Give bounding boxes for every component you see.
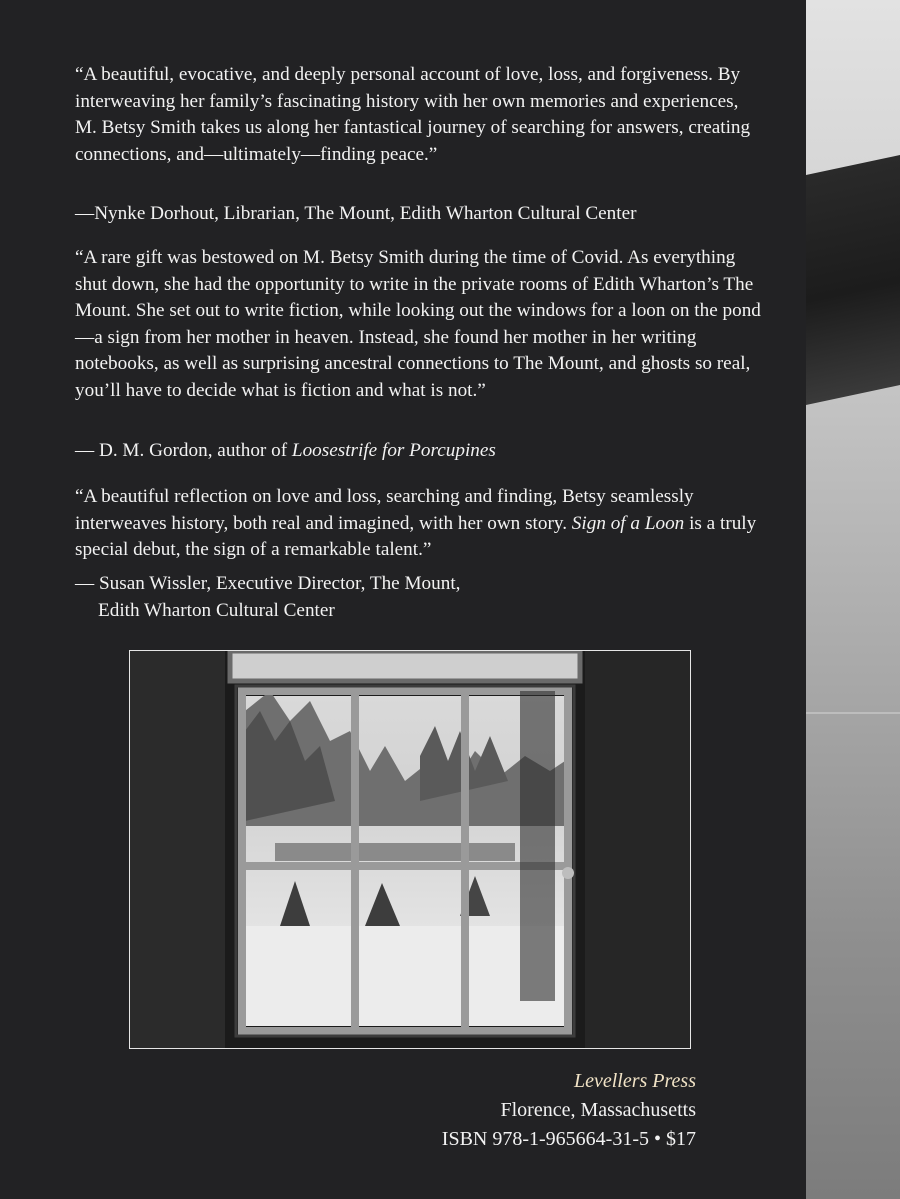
window-photo [129,650,691,1049]
blurb-3-quote-part1: “A beautiful reflection on love and loss, searching and finding, Betsy seamlessly interweaves history, both real and imagined, with her own story. [75,486,694,534]
blurb-1-quote: “A beautiful, evocative, and deeply personal account of love, loss, and forgiveness. By interweaving her family’s fascinating history with her own memories and experiences, M. Betsy Smith takes us along her fantastical journey of searching for answers, creating connections, and—ultimately—finding peace.” [75,64,751,165]
publisher-location: Florence, Massachusetts [500,1099,696,1121]
blurb-2-attribution-prefix: — D. M. Gordon, author of [75,440,292,461]
blurb-2-attribution-title: Loosestrife for Porcupines [291,440,496,461]
isbn-price: ISBN 978-1-965664-31-5 • $17 [441,1128,696,1150]
blurb-3-attribution-line2: Edith Wharton Cultural Center [98,599,335,621]
blurb-3-quote-part2: is a truly special debut, the sign of a remarkable talent.” [75,512,757,560]
blurb-3-attribution-line1: — Susan Wissler, Executive Director, The Mount, [75,573,461,594]
blurb-3-attribution [75,571,765,624]
publisher-name-text: Levellers Press [573,1070,696,1092]
front-cover-photo-edge [806,0,900,1199]
publisher-name [574,1070,696,1093]
blurb-3-quote-title: Sign of a Loon [571,512,685,534]
blurb-2-quote: “A rare gift was bestowed on M. Betsy Smith during the time of Covid. As everything shut down, she had the opportunity to write in the private rooms of Edith Wharton’s The Mount. She set out to write fiction, while looking out the windows for a loon on the pond—a sign from her mother in heaven. Instead, she found her mother in her writing notebooks, as well as surprising ancestral connections to The Mount, and ghosts so real, you’ll have to decide what is fiction and what is not.” [75,247,761,401]
window-snow-scene-image [130,651,690,1048]
water-horizon-line [806,712,900,714]
blurb-1-attribution: —Nynke Dorhout, Librarian, The Mount, Edith Wharton Cultural Center [75,203,637,224]
log-silhouette [806,149,900,405]
blurb-3-quote [75,484,765,564]
blurb-2-attribution [75,438,765,465]
